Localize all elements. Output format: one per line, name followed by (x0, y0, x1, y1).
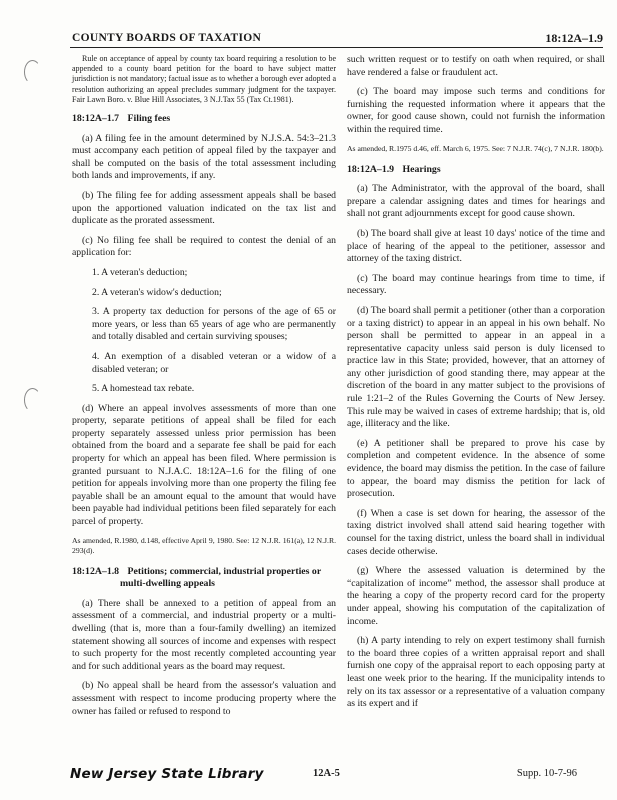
case-note: Rule on acceptance of appeal by county tax board requiring a resolution to be appended to a county board petition for the board to have subject matter jurisdiction is not mandatory; factual issue as to whether a borough ever adopted a resolution authorizing an appeal precludes summary judgment for the taxpayer. Fair Lawn Boro. v. Blue Hill Associates, 3 N.J.Tax 55 (Tax Ct.1981). (72, 54, 336, 104)
page-number: 12A-5 (313, 768, 340, 779)
header-rule (70, 47, 603, 48)
punch-hole-mark (24, 388, 41, 412)
section-number: 18:12A–1.8 (72, 565, 120, 577)
punch-hole-mark (24, 60, 41, 84)
section-heading (347, 164, 605, 177)
section-title: Petitions; commercial, industrial properties or multi-dwelling appeals (120, 565, 321, 590)
paragraph: (a) The Administrator, with the approval of the board, shall prepare a calendar assigning dates and times for hearings and shall not grant adjournments except for good cause shown. (347, 183, 605, 220)
section-number: 18:12A–1.9 (347, 163, 395, 175)
running-header-title: COUNTY BOARDS OF TAXATION (72, 32, 262, 44)
list-item: 3. A property tax deduction for persons of the age of 65 or more years, or less than 65 years of age who are permanently and totally disabled and certain surviving spouses; (92, 306, 336, 343)
paragraph: (b) No appeal shall be heard from the assessor's valuation and assessment with respect to income producing property where the owner has failed or refused to respond to (72, 680, 336, 717)
paragraph: (a) A filing fee in the amount determined by N.J.S.A. 54:3–21.3 must accompany each petition of appeal filed by the taxpayer and shall be computed on the basis of the total assessment including both lands and improvements, if any. (72, 132, 336, 182)
left-column (72, 54, 336, 725)
list-item: 1. A veteran's deduction; (92, 266, 188, 278)
running-header-section: 18:12A–1.9 (545, 31, 603, 45)
paragraph: (b) The board shall give at least 10 days' notice of the time and place of hearing of the appeal to the petitioner, assessor and attorney of the taxing district. (347, 227, 605, 265)
right-column (347, 54, 605, 718)
section-number: 18:12A–1.7 (72, 113, 120, 125)
paragraph: (e) A petitioner shall be prepared to prove his case by completion and competent evidence. In the absence of some evidence, the board may dismiss the petition. In the case of failure to appear, the board may dismiss the petition for lack of prosecution. (347, 437, 605, 500)
library-stamp-logo: New Jersey State Library (70, 766, 264, 782)
section-title: Filing fees (127, 113, 171, 125)
section-heading (72, 566, 336, 591)
paragraph: (h) A party intending to rely on expert testimony shall furnish to the board three copies of a written appraisal report and shall furnish one copy of the appraisal report to each opposing party at least one week prior to the hearing. If the municipality intends to rely on its tax assessor or a representative of a valuation company as its expert and if (347, 635, 605, 710)
paragraph: (d) The board shall permit a petitioner (other than a corporation or a taxing district) to appear in an appeal in his own behalf. No person shall be permitted to appear in an appeal in a representative capacity unless said person is duly licensed to practice law in this State; provided, however, that an attorney of any other jurisdiction of good standing there, may appear at the discretion of the board in any matter subject to the provisions of rule 1:21–2 of the Rules Governing the Courts of New Jersey. This rule may be waived in cases of extreme hardship; that is, old age, illiteracy and the like. (347, 304, 605, 430)
paragraph: (f) When a case is set down for hearing, the assessor of the taxing district involved shall attend said hearing together with counsel for the taxing district, unless the board shall in individual cases decide otherwise. (347, 507, 605, 557)
paragraph: (c) The board may continue hearings from time to time, if necessary. (347, 272, 605, 297)
supplement-date: Supp. 10-7-96 (516, 768, 577, 779)
list-item: 5. A homestead tax rebate. (92, 383, 195, 395)
list-item: 2. A veteran's widow's deduction; (92, 286, 222, 298)
amendment-note: As amended, R.1980, d.148, effective April 9, 1980. See: 12 N.J.R. 161(a), 12 N.J.R. 293(d). (72, 535, 336, 555)
section-title: Hearings (402, 163, 441, 175)
paragraph: (a) There shall be annexed to a petition of appeal from an assessment of a commercial, and industrial property or a multi-dwelling (that is, more than a four-family dwelling) an itemized statement showing all sources of income and expenses with respect to such property for the most recently completed accounting year and for such additional years as the board may request. (72, 597, 336, 672)
amendment-note: As amended, R.1975 d.46, eff. March 6, 1975. See: 7 N.J.R. 74(c), 7 N.J.R. 180(b). (347, 143, 604, 153)
paragraph: (b) The filing fee for adding assessment appeals shall be based upon the apportioned valuation indicated on the tax list and duplicate as the prorated assessment. (72, 189, 336, 227)
paragraph: (c) No filing fee shall be required to contest the denial of an application for: (72, 234, 336, 259)
paragraph: (d) Where an appeal involves assessments of more than one property, separate petitions of appeal shall be filed for each property separately assessed unless prior permission has been obtained from the board and a separate fee shall be paid for each property for which an appeal has been filed. Where permission is granted pursuant to N.J.A.C. 18:12A–1.6 for the filing of one petition for appeals involving more than one property the filing fee payable shall be an amount equal to the amount that would have been payable had individual petitions been filed separately for each parcel of property. (72, 402, 336, 528)
paragraph: (c) The board may impose such terms and conditions for furnishing the requested information where it appears that the owner, for good cause shown, could not furnish the information within the required time. (347, 86, 605, 135)
paragraph: such written request or to testify on oath when required, or shall have rendered a false or fraudulent act. (347, 54, 605, 78)
section-heading (72, 113, 336, 126)
list-item: 4. An exemption of a disabled veteran or a widow of a disabled veteran; or (92, 350, 336, 375)
paragraph: (g) Where the assessed valuation is determined by the “capitalization of income” method, the assessor shall produce at the hearing a copy of the property record card for the property under appeal, showing his computation of the capitalization of income. (347, 565, 605, 627)
